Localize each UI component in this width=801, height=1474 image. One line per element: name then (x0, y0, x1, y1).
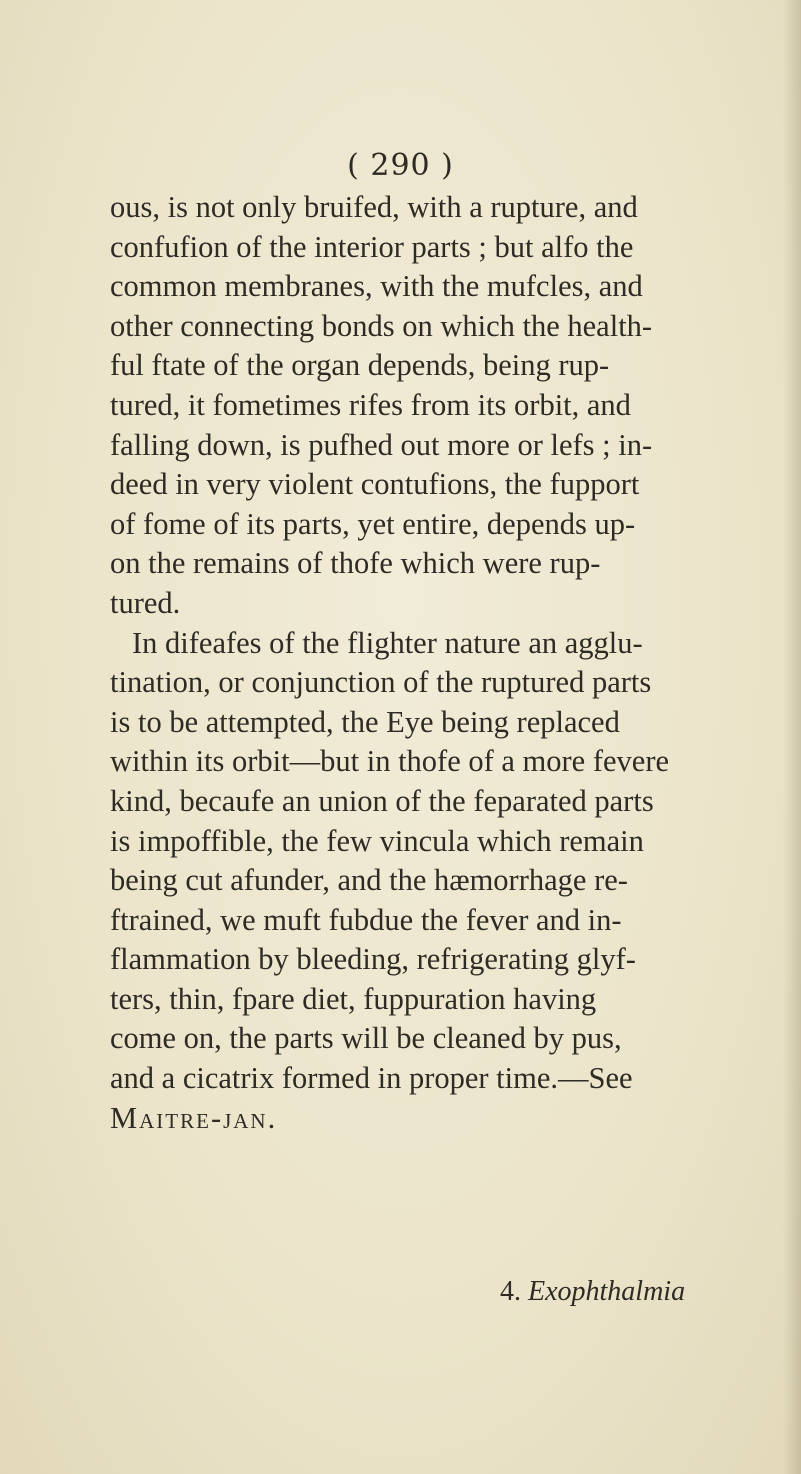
catchword (500, 1276, 685, 1308)
text-line: tured, it fometimes rifes from its orbit, and (110, 387, 631, 422)
text-line: kind, becaufe an union of the feparated parts (110, 783, 654, 818)
text-line: common membranes, with the mufcles, and (110, 269, 643, 304)
body-text (110, 188, 710, 1138)
paragraph-start-line: In difeafes of the flighter nature an agglu- (132, 625, 643, 660)
text-line: being cut afunder, and the hæmorrhage re- (110, 863, 628, 898)
text-line: of fome of its parts, yet entire, depends up- (110, 506, 636, 541)
text-line: deed in very violent contufions, the fupport (110, 467, 640, 502)
text-line: ftrained, we muft fubdue the fever and in- (110, 902, 622, 937)
text-line: ful ftate of the organ depends, being rup- (110, 348, 610, 383)
see-reference: Maitre-jan. (110, 1100, 278, 1135)
text-line: flammation by bleeding, refrigerating glyf- (110, 942, 636, 977)
text-line: and a cicatrix formed in proper time.—See (110, 1061, 633, 1096)
text-line: confufion of the interior parts ; but alfo the (110, 229, 634, 264)
page-number: ( 290 ) (347, 148, 454, 183)
page-edge-shadow (783, 0, 801, 1474)
text-line: tured. (110, 585, 181, 620)
text-line: ous, is not only bruifed, with a rupture, and (110, 190, 638, 224)
text-line: is impoffible, the few vincula which remain (110, 823, 644, 858)
text-line: is to be attempted, the Eye being replaced (110, 704, 620, 739)
text-line: on the remains of thofe which were rup- (110, 546, 601, 581)
catchword-number: 4. (500, 1276, 521, 1307)
catchword-word: Exophthalmia (528, 1276, 686, 1307)
text-line: come on, the parts will be cleaned by pus, (110, 1021, 622, 1056)
text-line: falling down, is pufhed out more or lefs ; in- (110, 427, 653, 462)
text-line: ters, thin, fpare diet, fuppuration having (110, 981, 597, 1016)
text-line: other connecting bonds on which the health- (110, 308, 653, 343)
text-line: within its orbit—but in thofe of a more fevere (110, 744, 670, 779)
text-line: tination, or conjunction of the ruptured parts (110, 665, 652, 700)
